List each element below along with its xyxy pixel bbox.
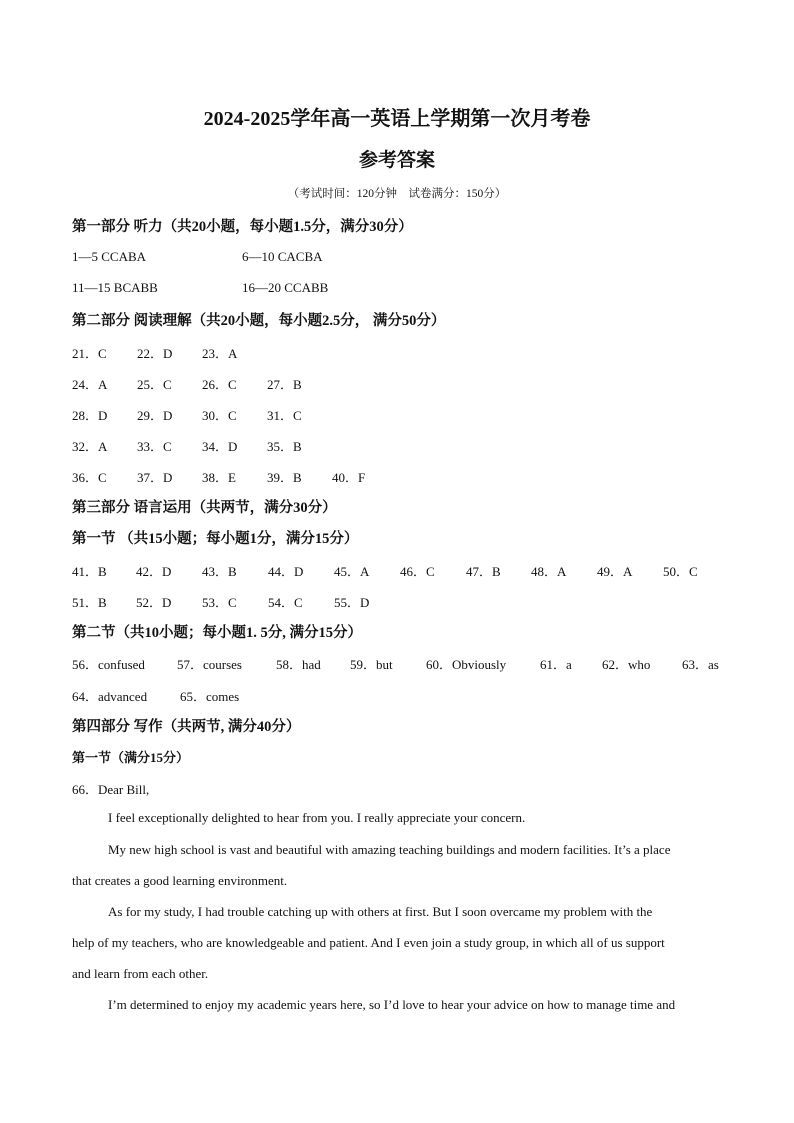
answer-item: 33．C [137, 439, 172, 454]
answer-item: 26．C [202, 377, 237, 392]
letter-paragraph: I’m determined to enjoy my academic years here, so I’d love to hear your advice on how to manage time and [108, 997, 676, 1012]
answer-item: 56．confused [72, 657, 145, 672]
answer-item: 35．B [267, 439, 302, 454]
answer-item: 38．E [202, 470, 236, 485]
answer-item: 40．F [332, 470, 366, 485]
answer-item: 49．A [597, 564, 633, 579]
answer-item: 42．D [136, 564, 172, 579]
answer-item: 63．as [682, 657, 719, 672]
letter-paragraph-continued: that creates a good learning environment. [72, 873, 288, 888]
answer-item: 21．C [72, 346, 107, 361]
part3-heading: 第三部分 语言运用（共两节，满分30分） [72, 500, 337, 516]
answer-item: 6—10 CACBA [242, 249, 323, 264]
answer-item: 55．D [334, 595, 370, 610]
answer-item: 30．C [202, 408, 237, 423]
letter-paragraph-continued: and learn from each other. [72, 966, 209, 981]
answer-item: 41．B [72, 564, 107, 579]
answer-item: 43．B [202, 564, 237, 579]
answer-item: 58．had [276, 657, 321, 672]
answer-item: 32．A [72, 439, 108, 454]
answer-item: 60．Obviously [426, 657, 507, 672]
document-subtitle: 参考答案 [358, 150, 435, 171]
answer-item: 25．C [137, 377, 172, 392]
answer-item: 50．C [663, 564, 698, 579]
letter-paragraph: I feel exceptionally delighted to hear from you. I really appreciate your concern. [108, 810, 526, 825]
part2-heading: 第二部分 阅读理解（共20小题，每小题2.5分， 满分50分） [72, 313, 446, 329]
answer-item: 44．D [268, 564, 304, 579]
answer-item: 45．A [334, 564, 370, 579]
part4-heading: 第四部分 写作（共两节, 满分40分） [72, 719, 301, 735]
answer-item: 57．courses [177, 657, 242, 672]
answer-item: 11—15 BCABB [72, 280, 158, 295]
document-title: 2024-2025学年高一英语上学期第一次月考卷 [203, 108, 591, 130]
answer-item: 53．C [202, 595, 237, 610]
answer-item: 51．B [72, 595, 107, 610]
answer-item: 28．D [72, 408, 108, 423]
answer-item: 34．D [202, 439, 238, 454]
answer-item: 62．who [602, 657, 651, 672]
answer-item: 65．comes [180, 689, 240, 704]
answer-item: 31．C [267, 408, 302, 423]
answer-item: 39．B [267, 470, 302, 485]
letter-salutation: 66．Dear Bill, [72, 782, 150, 797]
answer-item: 61．a [540, 657, 572, 672]
answer-item: 27．B [267, 377, 302, 392]
part3-section2-heading: 第二节（共10小题；每小题1. 5分, 满分15分） [72, 625, 362, 641]
answer-item: 23．A [202, 346, 238, 361]
answer-item: 64．advanced [72, 689, 148, 704]
part1-heading: 第一部分 听力（共20小题，每小题1.5分，满分30分） [72, 219, 413, 235]
answer-item: 22．D [137, 346, 173, 361]
answer-item: 1—5 CCABA [72, 249, 147, 264]
part4-section1-heading: 第一节（满分15分） [72, 750, 190, 765]
answer-item: 16—20 CCABB [242, 280, 329, 295]
answer-item: 36．C [72, 470, 107, 485]
answer-item: 37．D [137, 470, 173, 485]
exam-info: （考试时间：120分钟 试卷满分：150分） [287, 188, 507, 200]
answer-item: 54．C [268, 595, 303, 610]
answer-item: 59．but [350, 657, 393, 672]
answer-item: 52．D [136, 595, 172, 610]
answer-item: 24．A [72, 377, 108, 392]
letter-paragraph: As for my study, I had trouble catching up with others at first. But I soon overcame my problem with the [108, 904, 653, 919]
answer-item: 29．D [137, 408, 173, 423]
letter-paragraph-continued: help of my teachers, who are knowledgeable and patient. And I even join a study group, in which all of us support [72, 935, 665, 950]
letter-paragraph: My new high school is vast and beautiful with amazing teaching buildings and modern facilities. It’s a place [108, 842, 671, 857]
answer-item: 48．A [531, 564, 567, 579]
answer-item: 47．B [466, 564, 501, 579]
answer-item: 46．C [400, 564, 435, 579]
part3-section1-heading: 第一节 （共15小题；每小题1分，满分15分） [72, 531, 359, 547]
